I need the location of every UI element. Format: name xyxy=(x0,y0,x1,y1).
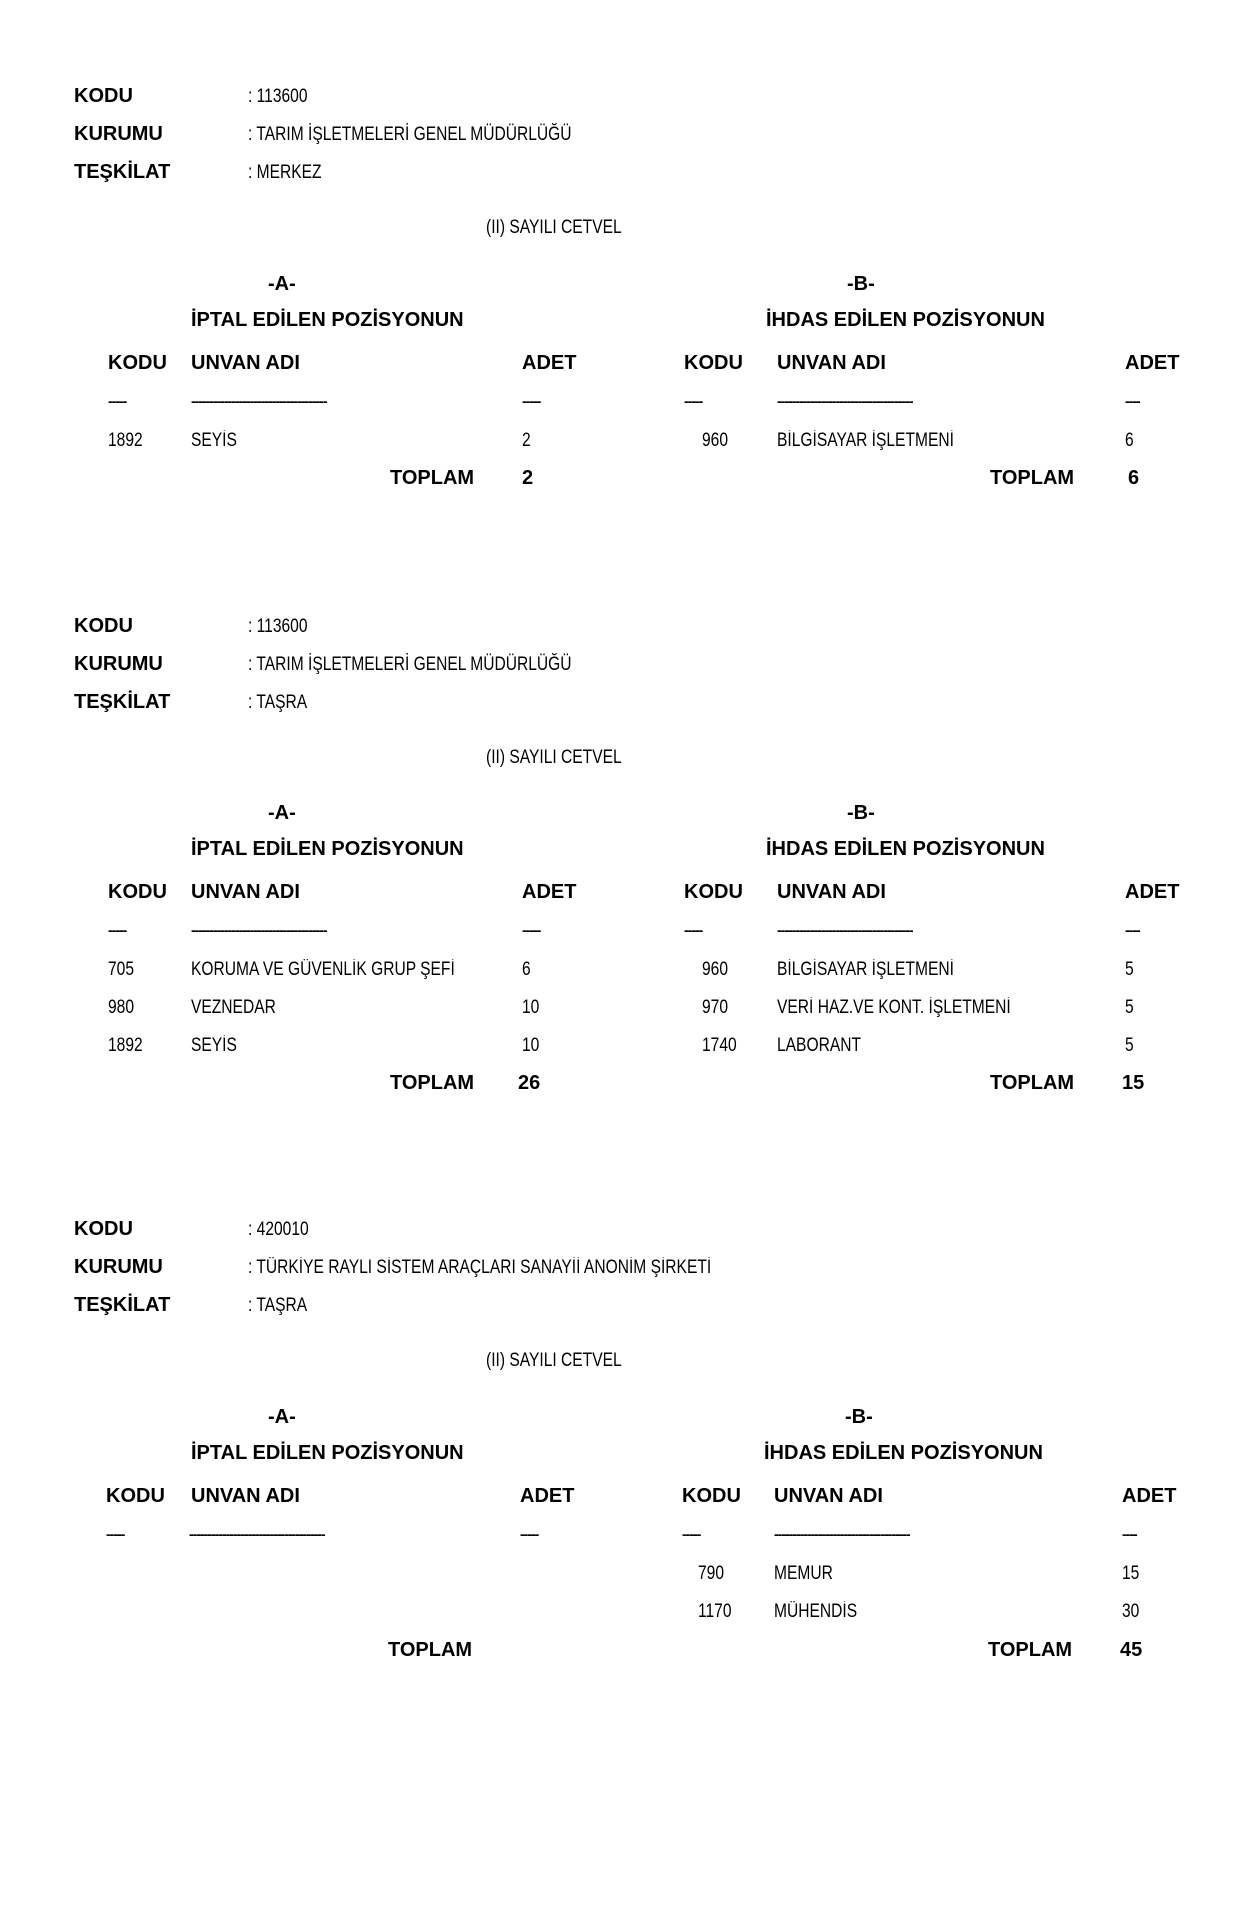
b-dash-adet: ---- xyxy=(1122,1527,1137,1541)
b-title: İHDAS EDİLEN POZİSYONUN xyxy=(766,309,1045,331)
kodu-value: : 113600 xyxy=(248,86,308,107)
b-row-unvan: VERİ HAZ.VE KONT. İŞLETMENİ xyxy=(777,997,1011,1018)
b-row-adet: 5 xyxy=(1125,959,1134,980)
b-row-adet: 6 xyxy=(1125,430,1134,451)
a-letter: -A- xyxy=(268,1406,296,1428)
a-row-kodu: 705 xyxy=(108,959,134,980)
b-dash-unvan: ------------------------------------- xyxy=(777,923,913,937)
kodu-label: KODU xyxy=(74,85,133,107)
a-row-kodu: 980 xyxy=(108,997,134,1018)
a-dash-adet: ----- xyxy=(522,923,541,937)
cetvel-title: (II) SAYILI CETVEL xyxy=(486,217,622,238)
b-col-kodu: KODU xyxy=(682,1485,741,1507)
kurumu-value: : TÜRKİYE RAYLI SİSTEM ARAÇLARI SANAYİİ ANONİM ŞİRKETİ xyxy=(248,1257,712,1278)
b-dash-adet: ---- xyxy=(1125,923,1140,937)
kodu-label: KODU xyxy=(74,1218,133,1240)
b-col-kodu: KODU xyxy=(684,352,743,374)
b-row-adet: 15 xyxy=(1122,1563,1140,1584)
a-dash-unvan: ------------------------------------- xyxy=(189,1527,325,1541)
kurumu-value: : TARIM İŞLETMELERİ GENEL MÜDÜRLÜĞÜ xyxy=(248,654,572,675)
kodu-label: KODU xyxy=(74,615,133,637)
a-dash-kodu: ----- xyxy=(106,1527,125,1541)
b-dash-unvan: ------------------------------------- xyxy=(774,1527,910,1541)
teskilat-label: TEŞKİLAT xyxy=(74,1294,171,1316)
b-row-unvan: LABORANT xyxy=(777,1035,861,1056)
kurumu-label: KURUMU xyxy=(74,123,163,145)
a-dash-unvan: ------------------------------------- xyxy=(191,394,327,408)
a-dash-unvan: ------------------------------------- xyxy=(191,923,327,937)
b-col-unvan: UNVAN ADI xyxy=(777,352,886,374)
a-col-adet: ADET xyxy=(522,881,577,903)
a-row-kodu: 1892 xyxy=(108,1035,143,1056)
teskilat-label: TEŞKİLAT xyxy=(74,161,171,183)
b-col-unvan: UNVAN ADI xyxy=(777,881,886,903)
b-toplam-value: 45 xyxy=(1120,1639,1143,1661)
b-row-unvan: MÜHENDİS xyxy=(774,1601,858,1622)
b-row-kodu: 970 xyxy=(702,997,728,1018)
b-letter: -B- xyxy=(845,1406,873,1428)
a-row-unvan: VEZNEDAR xyxy=(191,997,276,1018)
a-title: İPTAL EDİLEN POZİSYONUN xyxy=(191,309,464,331)
a-dash-adet: ----- xyxy=(520,1527,539,1541)
b-row-unvan: BİLGİSAYAR İŞLETMENİ xyxy=(777,430,954,451)
a-toplam-value: 26 xyxy=(518,1072,541,1094)
b-letter: -B- xyxy=(847,273,875,295)
b-title: İHDAS EDİLEN POZİSYONUN xyxy=(764,1442,1043,1464)
b-row-kodu: 1740 xyxy=(702,1035,737,1056)
kodu-value: : 113600 xyxy=(248,616,308,637)
b-letter: -B- xyxy=(847,802,875,824)
a-col-unvan: UNVAN ADI xyxy=(191,352,300,374)
a-col-unvan: UNVAN ADI xyxy=(191,1485,300,1507)
cetvel-title: (II) SAYILI CETVEL xyxy=(486,1350,622,1371)
b-title: İHDAS EDİLEN POZİSYONUN xyxy=(766,838,1045,860)
b-col-adet: ADET xyxy=(1125,352,1180,374)
a-dash-kodu: ----- xyxy=(108,394,127,408)
a-letter: -A- xyxy=(268,273,296,295)
a-row-adet: 6 xyxy=(522,959,531,980)
a-letter: -A- xyxy=(268,802,296,824)
a-title: İPTAL EDİLEN POZİSYONUN xyxy=(191,1442,464,1464)
b-dash-adet: ---- xyxy=(1125,394,1140,408)
a-col-unvan: UNVAN ADI xyxy=(191,881,300,903)
b-row-kodu: 1170 xyxy=(698,1601,732,1622)
b-toplam-value: 6 xyxy=(1128,467,1140,489)
b-row-adet: 30 xyxy=(1122,1601,1140,1622)
b-dash-kodu: ----- xyxy=(684,923,703,937)
a-title: İPTAL EDİLEN POZİSYONUN xyxy=(191,838,464,860)
a-toplam-value: 2 xyxy=(522,467,534,489)
a-row-adet: 2 xyxy=(522,430,531,451)
b-dash-kodu: ----- xyxy=(682,1527,701,1541)
a-toplam-label: TOPLAM xyxy=(390,1072,475,1094)
teskilat-value: : MERKEZ xyxy=(248,162,322,183)
a-col-adet: ADET xyxy=(520,1485,575,1507)
a-toplam-label: TOPLAM xyxy=(390,467,475,489)
b-col-unvan: UNVAN ADI xyxy=(774,1485,883,1507)
a-row-kodu: 1892 xyxy=(108,430,143,451)
a-col-adet: ADET xyxy=(522,352,577,374)
teskilat-label: TEŞKİLAT xyxy=(74,691,171,713)
a-row-unvan: SEYİS xyxy=(191,430,237,451)
b-row-kodu: 960 xyxy=(702,959,728,980)
b-toplam-value: 15 xyxy=(1122,1072,1145,1094)
b-toplam-label: TOPLAM xyxy=(990,1072,1075,1094)
b-toplam-label: TOPLAM xyxy=(988,1639,1073,1661)
a-col-kodu: KODU xyxy=(108,352,167,374)
kurumu-label: KURUMU xyxy=(74,653,163,675)
b-col-adet: ADET xyxy=(1125,881,1180,903)
b-col-adet: ADET xyxy=(1122,1485,1177,1507)
teskilat-value: : TAŞRA xyxy=(248,692,308,713)
a-row-unvan: SEYİS xyxy=(191,1035,237,1056)
a-row-adet: 10 xyxy=(522,997,540,1018)
b-row-kodu: 960 xyxy=(702,430,728,451)
b-row-kodu: 790 xyxy=(698,1563,724,1584)
kodu-value: : 420010 xyxy=(248,1219,309,1240)
a-row-unvan: KORUMA VE GÜVENLİK GRUP ŞEFİ xyxy=(191,959,455,980)
b-row-adet: 5 xyxy=(1125,997,1134,1018)
b-dash-kodu: ----- xyxy=(684,394,703,408)
kurumu-label: KURUMU xyxy=(74,1256,163,1278)
a-col-kodu: KODU xyxy=(108,881,167,903)
a-dash-adet: ----- xyxy=(522,394,541,408)
b-row-unvan: BİLGİSAYAR İŞLETMENİ xyxy=(777,959,954,980)
b-toplam-label: TOPLAM xyxy=(990,467,1075,489)
teskilat-value: : TAŞRA xyxy=(248,1295,308,1316)
b-row-unvan: MEMUR xyxy=(774,1563,833,1584)
a-dash-kodu: ----- xyxy=(108,923,127,937)
a-toplam-label: TOPLAM xyxy=(388,1639,473,1661)
a-row-adet: 10 xyxy=(522,1035,540,1056)
kurumu-value: : TARIM İŞLETMELERİ GENEL MÜDÜRLÜĞÜ xyxy=(248,124,572,145)
cetvel-title: (II) SAYILI CETVEL xyxy=(486,747,622,768)
b-col-kodu: KODU xyxy=(684,881,743,903)
b-row-adet: 5 xyxy=(1125,1035,1134,1056)
b-dash-unvan: ------------------------------------- xyxy=(777,394,913,408)
a-col-kodu: KODU xyxy=(106,1485,165,1507)
